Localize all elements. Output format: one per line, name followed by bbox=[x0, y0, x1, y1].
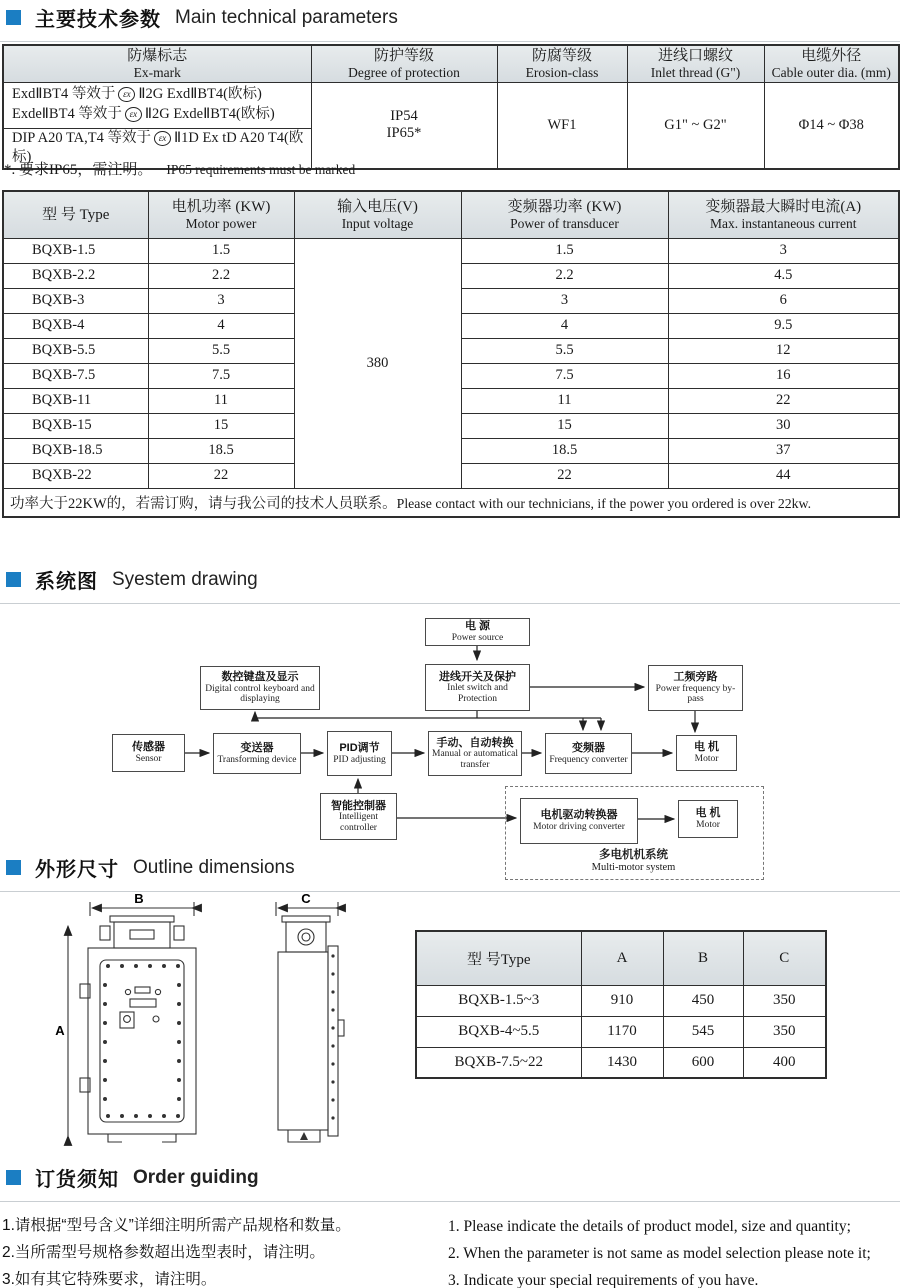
col-header-protection: 防护等级 Degree of protection bbox=[311, 45, 497, 82]
table-row: BQXB-11 11 11 22 bbox=[3, 388, 899, 413]
table-footer-row bbox=[3, 488, 899, 517]
list-item: 1. Please indicate the details of product model, size and quantity; bbox=[448, 1218, 851, 1235]
type-cell: BQXB-4 bbox=[3, 313, 148, 338]
diagram-node-pid: PID调节 PID adjusting bbox=[327, 731, 392, 776]
col-header-c: C bbox=[743, 931, 826, 985]
exmark-line: ExdⅡBT4 等效于 εx Ⅱ2G ExdⅡBT4(欧标) bbox=[12, 86, 262, 103]
list-item: 2.当所需型号规格参数超出选型表时，请注明。 bbox=[2, 1244, 325, 1261]
order-guiding-list-en bbox=[448, 1213, 898, 1288]
ex-certification-icon: εx bbox=[118, 87, 135, 102]
section-title-en: Main technical parameters bbox=[175, 6, 398, 28]
diagram-node-frequency-converter: 变频器 Frequency converter bbox=[545, 733, 632, 774]
diagram-node-power-source: 电 源 Power source bbox=[425, 618, 530, 646]
col-header-transducer-power: 变频器功率 (KW) Power of transducer bbox=[461, 191, 668, 238]
table-row: BQXB-5.5 5.5 5.5 12 bbox=[3, 338, 899, 363]
table-row: BQXB-1.5~3 910 450 350 bbox=[416, 985, 826, 1016]
diagram-node-motor-driving-converter: 电机驱动转换器 Motor driving converter bbox=[520, 798, 638, 844]
table-row: BQXB-15 15 15 30 bbox=[3, 413, 899, 438]
table-row: BQXB-2.2 2.2 2.2 4.5 bbox=[3, 263, 899, 288]
blue-square-bullet-icon bbox=[6, 1170, 21, 1185]
col-header-exmark: 防爆标志 Ex-mark bbox=[3, 45, 311, 82]
list-item: 3.如有其它特殊要求，请注明。 bbox=[2, 1271, 217, 1288]
outline-dimension-drawing bbox=[52, 892, 392, 1160]
dim-label-B: B bbox=[134, 892, 144, 906]
type-cell: BQXB-22 bbox=[3, 463, 148, 488]
section-heading-order-guiding: 订货须知 Order guiding bbox=[0, 1160, 900, 1202]
col-header-type: 型 号 Type bbox=[3, 191, 148, 238]
system-block-diagram bbox=[0, 606, 900, 886]
table-row: BQXB-1.5 1.5 380 1.5 3 bbox=[3, 238, 899, 263]
col-header-type: 型 号Type bbox=[416, 931, 581, 985]
table-row: BQXB-7.5 7.5 7.5 16 bbox=[3, 363, 899, 388]
inlet-thread-cell: G1" ~ G2" bbox=[627, 82, 764, 169]
col-header-a: A bbox=[581, 931, 663, 985]
input-voltage-cell: 380 bbox=[294, 238, 461, 488]
type-cell: BQXB-15 bbox=[3, 413, 148, 438]
table-row: BQXB-18.5 18.5 18.5 37 bbox=[3, 438, 899, 463]
type-cell: BQXB-1.5 bbox=[3, 238, 148, 263]
ip65-note: *. 要求IP65，需注明。 IP65 requirements must be marked bbox=[4, 162, 356, 178]
col-header-cable: 电缆外径 Cable outer dia. (mm) bbox=[764, 45, 899, 82]
table-row: BQXB-3 3 3 6 bbox=[3, 288, 899, 313]
table-header-row bbox=[3, 191, 899, 238]
order-guiding-list-zh bbox=[2, 1212, 442, 1288]
col-header-b: B bbox=[663, 931, 743, 985]
table-row bbox=[3, 82, 899, 128]
exmark-line: DIP A20 TA,T4 等效于 εx Ⅱ1D Ex tD A20 T4(欧标) bbox=[12, 129, 304, 166]
diagram-node-sensor: 传感器 Sensor bbox=[112, 734, 185, 772]
exmark-cell-gas bbox=[3, 82, 311, 128]
diagram-node-keyboard: 数控键盘及显示 Digital control keyboard and displaying bbox=[200, 666, 320, 710]
diagram-node-manual-auto: 手动、自动转换 Manual or automatical transfer bbox=[428, 731, 522, 776]
table-header-row bbox=[3, 45, 899, 82]
table-row: BQXB-4~5.5 1170 545 350 bbox=[416, 1016, 826, 1047]
cable-dia-cell: Φ14 ~ Φ38 bbox=[764, 82, 899, 169]
blue-square-bullet-icon bbox=[6, 572, 21, 587]
ex-certification-icon: εx bbox=[154, 131, 171, 146]
list-item: 3. Indicate your special requirements of you have. bbox=[448, 1272, 759, 1288]
type-cell: BQXB-3 bbox=[3, 288, 148, 313]
diagram-node-motor: 电 机 Motor bbox=[676, 735, 737, 771]
diagram-node-intelligent-controller: 智能控制器 Intelligent controller bbox=[320, 793, 397, 840]
type-cell: BQXB-11 bbox=[3, 388, 148, 413]
dim-label-A: A bbox=[55, 1023, 65, 1038]
type-cell: BQXB-7.5 bbox=[3, 363, 148, 388]
type-cell: BQXB-2.2 bbox=[3, 263, 148, 288]
section-heading-system-drawing: 系统图 Syestem drawing bbox=[0, 562, 900, 604]
list-item: 1.请根据“型号含义”详细注明所需产品规格和数量。 bbox=[2, 1217, 351, 1234]
col-header-inlet: 进线口螺纹 Inlet thread (G") bbox=[627, 45, 764, 82]
diagram-node-transforming-device: 变送器 Transforming device bbox=[213, 733, 301, 774]
table-row: BQXB-7.5~22 1430 600 400 bbox=[416, 1047, 826, 1078]
exmark-line: ExdeⅡBT4 等效于 εx Ⅱ2G ExdeⅡBT4(欧标) bbox=[12, 106, 275, 122]
dim-label-C: C bbox=[301, 892, 311, 906]
diagram-node-motor-2: 电 机 Motor bbox=[678, 800, 738, 838]
table-header-row bbox=[416, 931, 826, 985]
erosion-cell: WF1 bbox=[497, 82, 627, 169]
col-header-erosion: 防腐等级 Erosion-class bbox=[497, 45, 627, 82]
section-heading-outline-dimensions: 外形尺寸 Outline dimensions bbox=[0, 850, 900, 892]
multi-motor-system-label: 多电机机系统 Multi-motor system bbox=[591, 849, 676, 873]
section-title-zh: 主要技术参数 bbox=[35, 9, 161, 31]
over-22kw-note: 功率大于22KW的，若需订购，请与我公司的技术人员联系。Please contact with our technicians, if the power you ordered is over 22kw. bbox=[3, 488, 899, 517]
col-header-max-current: 变频器最大瞬时电流(A) Max. instantaneous current bbox=[668, 191, 899, 238]
ex-certification-icon: εx bbox=[125, 107, 142, 122]
model-selection-table bbox=[2, 190, 900, 518]
section-heading-main-parameters bbox=[0, 0, 900, 42]
blue-square-bullet-icon bbox=[6, 860, 21, 875]
type-cell: BQXB-5.5 bbox=[3, 338, 148, 363]
table-row: BQXB-4 4 4 9.5 bbox=[3, 313, 899, 338]
col-header-motor-power: 电机功率 (KW) Motor power bbox=[148, 191, 294, 238]
blue-square-bullet-icon bbox=[6, 10, 21, 25]
type-cell: BQXB-18.5 bbox=[3, 438, 148, 463]
diagram-node-bypass: 工频旁路 Power frequency by-pass bbox=[648, 665, 743, 711]
diagram-node-inlet-switch: 进线开关及保护 Inlet switch and Protection bbox=[425, 664, 530, 711]
table-row: BQXB-22 22 22 44 bbox=[3, 463, 899, 488]
protection-cell: IP54 IP65* bbox=[311, 82, 497, 169]
ex-mark-table bbox=[2, 44, 900, 170]
col-header-input-voltage: 输入电压(V) Input voltage bbox=[294, 191, 461, 238]
dimensions-table bbox=[415, 930, 827, 1079]
list-item: 2. When the parameter is not same as model selection please note it; bbox=[448, 1245, 871, 1262]
